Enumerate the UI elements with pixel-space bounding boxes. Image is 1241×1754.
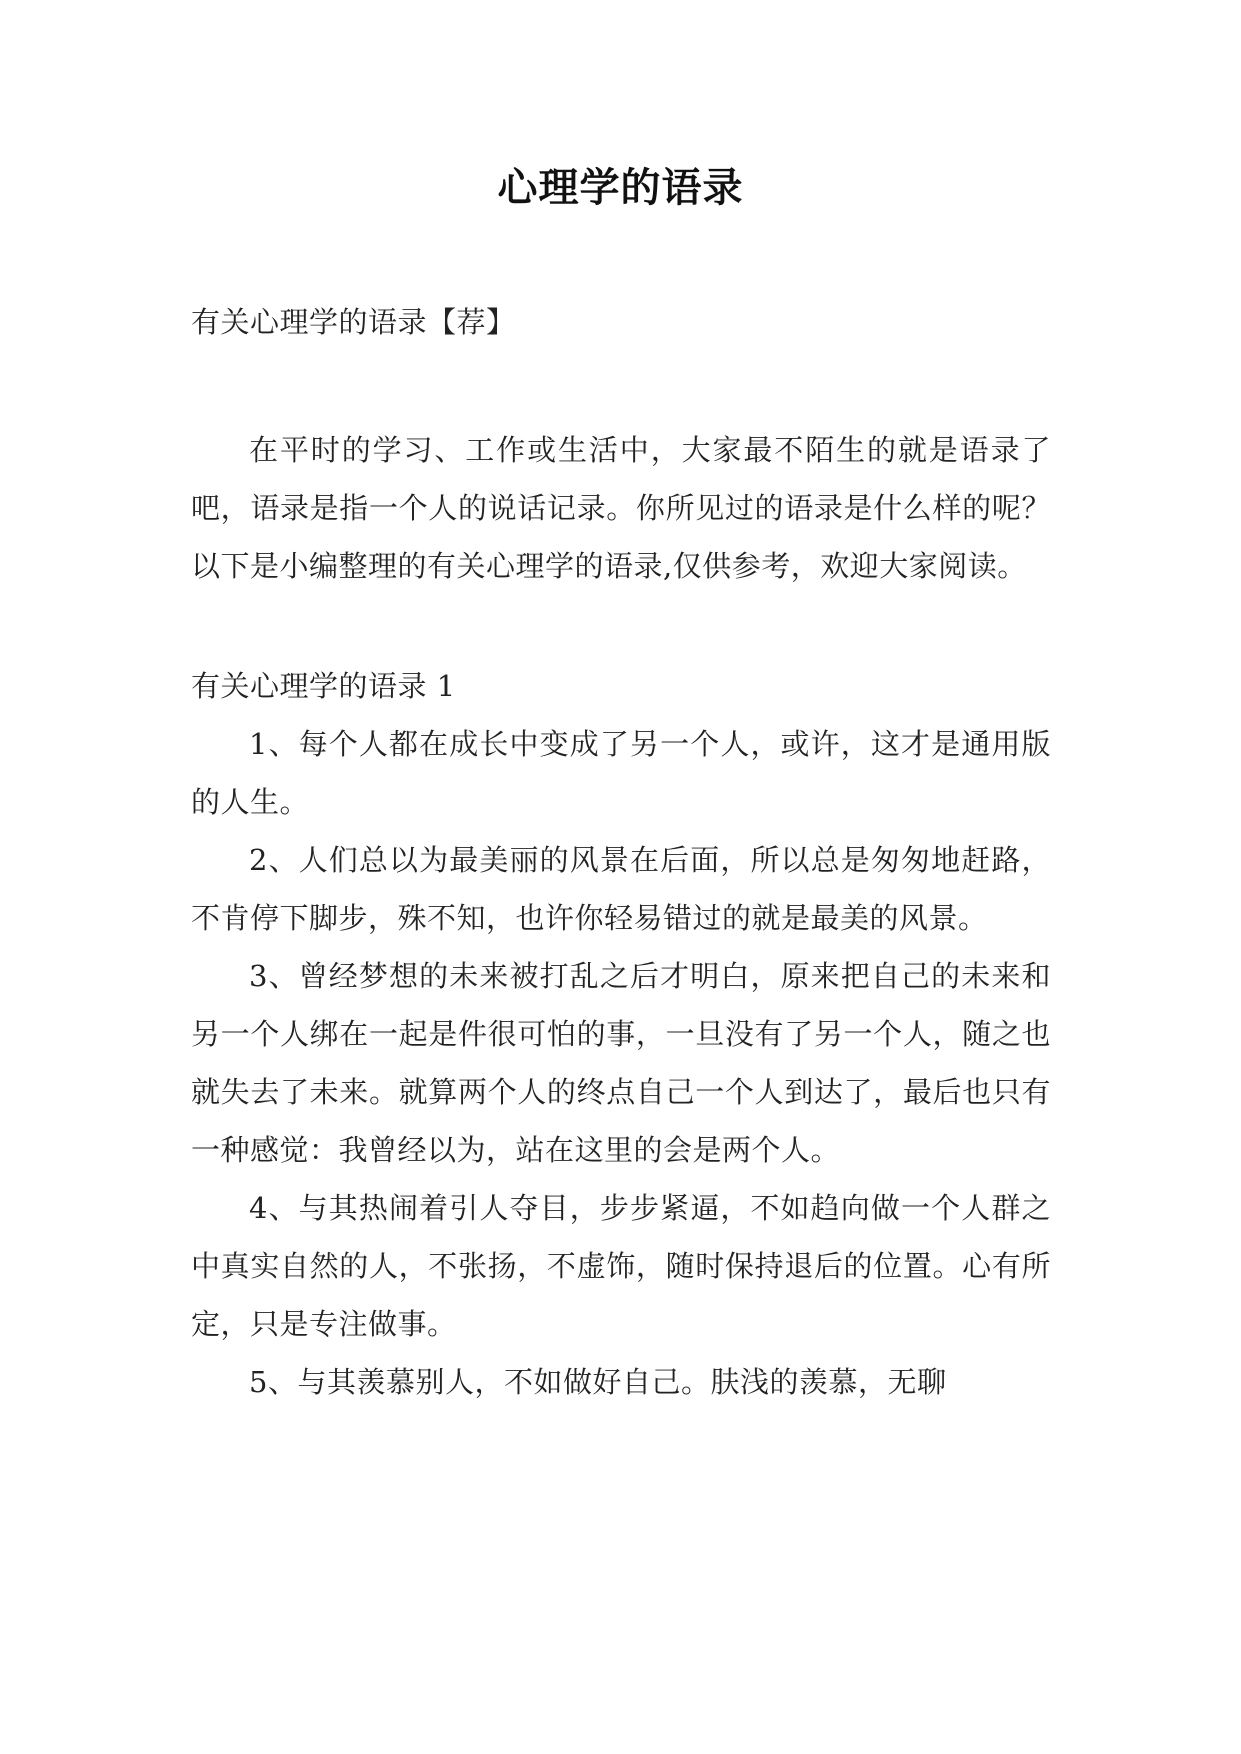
intro-paragraph: 在平时的学习、工作或生活中，大家最不陌生的就是语录了吧，语录是指一个人的说话记录。你所见过的语录是什么样的呢？以下是小编整理的有关心理学的语录,仅供参考，欢迎大家阅读。: [191, 433, 1051, 583]
quote-paragraph: 1、每个人都在成长中变成了另一个人，或许，这才是通用版的人生。: [191, 727, 1051, 819]
quote-paragraph: 4、与其热闹着引人夺目，步步紧逼，不如趋向做一个人群之中真实自然的人，不张扬，不虚饰，随时保持退后的位置。心有所定，只是专注做事。: [191, 1191, 1051, 1341]
document-title: 心理学的语录: [497, 165, 744, 211]
section-heading: 有关心理学的语录 1: [191, 669, 456, 703]
quote-paragraph: 2、人们总以为最美丽的风景在后面，所以总是匆匆地赶路，不肯停下脚步，殊不知，也许你轻易错过的就是最美的风景。: [191, 843, 1051, 935]
quote-paragraph: 3、曾经梦想的未来被打乱之后才明白，原来把自己的未来和另一个人绑在一起是件很可怕的事，一旦没有了另一个人，随之也就失去了未来。就算两个人的终点自己一个人到达了，最后也只有一种感觉：我曾经以为，站在这里的会是两个人。: [191, 959, 1051, 1167]
document-body: [191, 293, 1051, 1411]
quote-paragraph: 5、与其羡慕别人，不如做好自己。肤浅的羡慕，无聊: [249, 1365, 947, 1399]
document-subtitle: 有关心理学的语录【荐】: [191, 305, 516, 339]
